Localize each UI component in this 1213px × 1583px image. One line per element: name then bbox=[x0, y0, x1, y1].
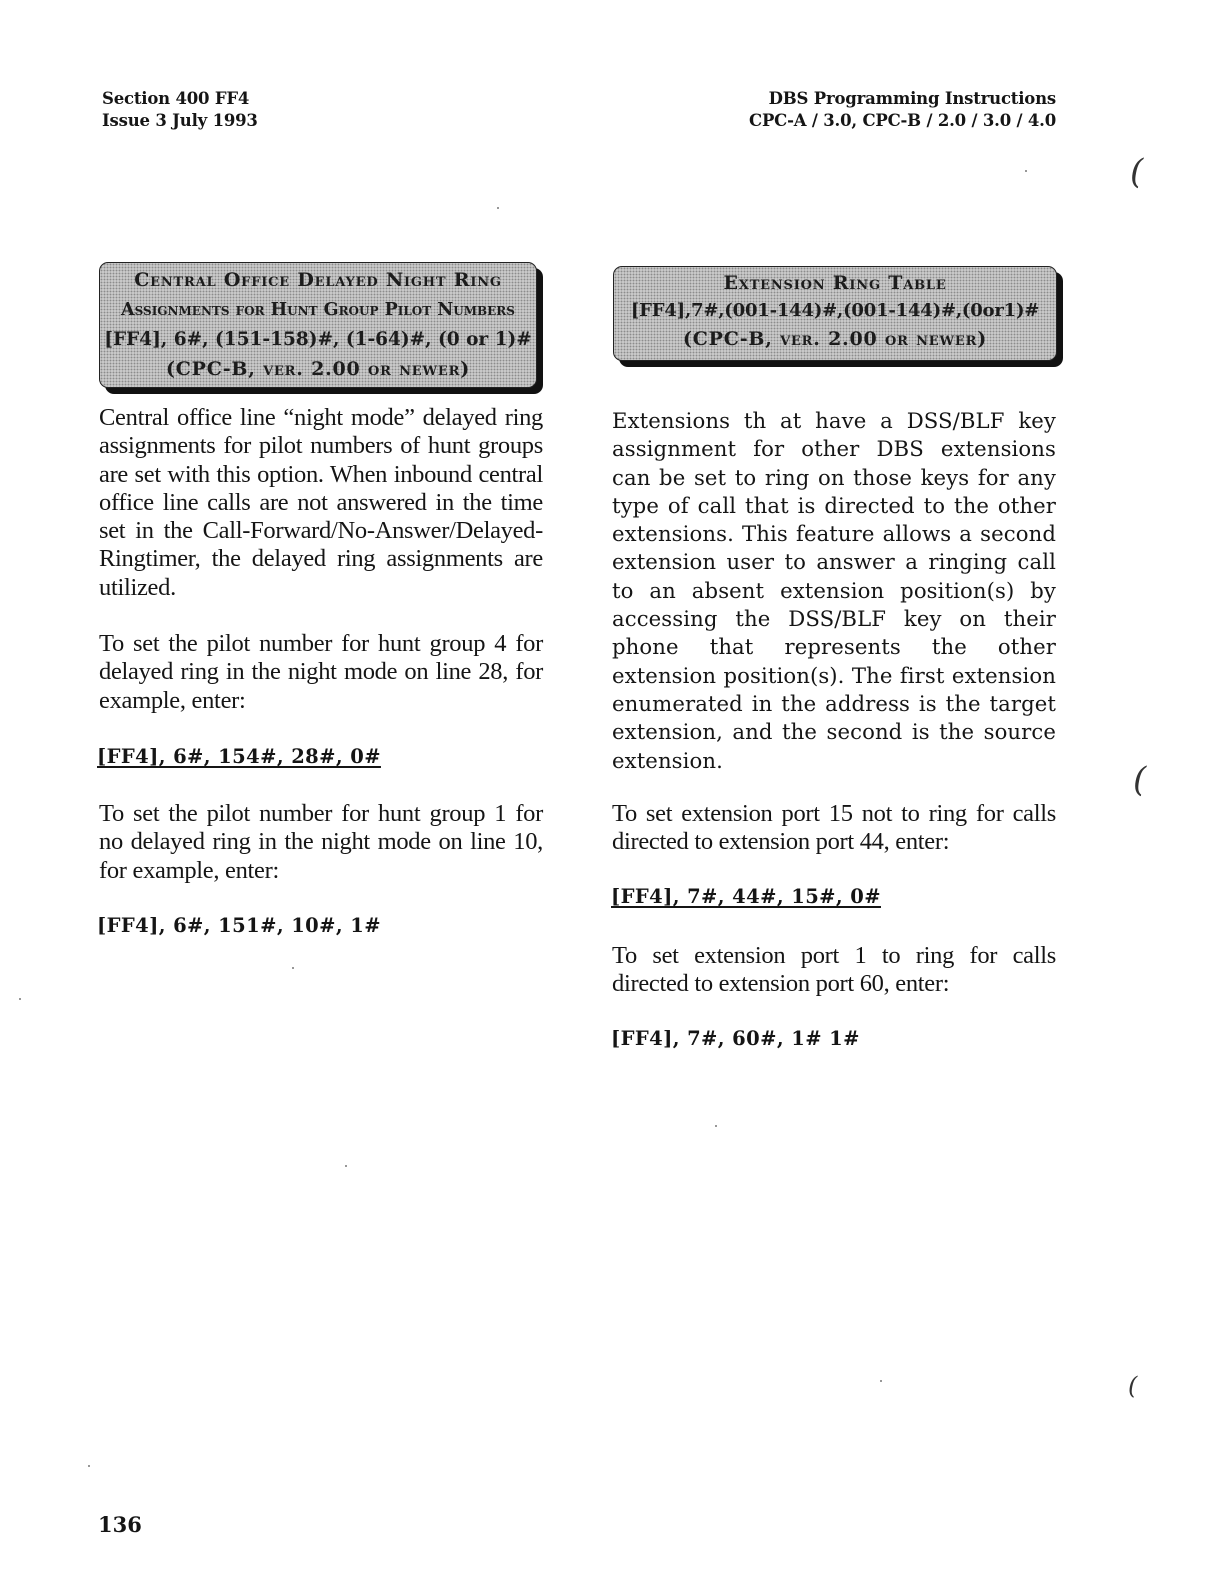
right-box-title: Extension Ring Table bbox=[723, 272, 947, 294]
scan-speck bbox=[292, 967, 294, 969]
left-box-command: [FF4], 6#, (151-158)#, (1-64)#, (0 or 1)# bbox=[104, 329, 532, 350]
left-paragraph-3: To set the pilot number for hunt group 1 for no delayed ring in the night mode on line 10, for example, enter: bbox=[99, 800, 543, 884]
left-paragraph-2: To set the pilot number for hunt group 4 for delayed ring in the night mode on line 28, for example, enter: bbox=[99, 630, 543, 714]
margin-mark-bottom: ( bbox=[1128, 1372, 1138, 1400]
left-heading-box bbox=[99, 262, 537, 388]
right-paragraph-1-block bbox=[612, 407, 1056, 775]
left-command-1: [FF4], 6#, 154#, 28#, 0# bbox=[97, 745, 381, 768]
left-paragraph-1-block bbox=[99, 404, 543, 602]
scan-speck bbox=[345, 1165, 347, 1167]
document-title: DBS Programming Instructions bbox=[768, 89, 1056, 108]
right-paragraph-2-block bbox=[612, 800, 1056, 857]
header-left bbox=[102, 88, 258, 132]
scan-speck bbox=[1025, 170, 1027, 172]
right-paragraph-1: Extensions th at have a DSS/BLF key assignment for other DBS extensions can be set to ring on those keys for any type of call that is directed to the other extensions. This feature allows a second extension user to answer a ringing call to an absent extension position(s) by accessing the DSS/BLF key on their phone that represents the other extension position(s). The first extension enumerated in the address is the target extension, and the second is the source extension. bbox=[612, 408, 1056, 773]
right-paragraph-2: To set extension port 15 not to ring for calls directed to extension port 44, enter: bbox=[612, 800, 1056, 856]
left-paragraph-2-block bbox=[99, 630, 543, 715]
left-box-version: (CPC-B, ver. 2.00 or newer) bbox=[165, 357, 471, 380]
page-number: 136 bbox=[98, 1512, 142, 1537]
section-label: Section 400 FF4 bbox=[102, 89, 250, 108]
scan-speck bbox=[880, 1380, 882, 1382]
left-paragraph-1: Central office line “night mode” delayed ring assignments for pilot numbers of hunt groups are set with this option. When inbound central office line calls are not answered in the time set in the Call-Forward/No-Answer/Delayed-Ringtimer, the delayed ring assignments are utilized. bbox=[99, 404, 543, 601]
left-paragraph-3-block bbox=[99, 800, 543, 885]
right-heading-box bbox=[613, 266, 1057, 361]
left-command-2: [FF4], 6#, 151#, 10#, 1# bbox=[97, 914, 381, 937]
right-command-1: [FF4], 7#, 44#, 15#, 0# bbox=[611, 885, 881, 908]
issue-label: Issue 3 July 1993 bbox=[102, 111, 258, 130]
header-right bbox=[560, 88, 1056, 132]
left-box-subtitle: Assignments for Hunt Group Pilot Numbers bbox=[121, 299, 515, 320]
left-box-title: Central Office Delayed Night Ring bbox=[134, 269, 502, 291]
scan-speck bbox=[19, 998, 21, 1000]
scan-speck bbox=[497, 207, 499, 209]
scan-speck bbox=[88, 1465, 90, 1467]
right-box-version: (CPC-B, ver. 2.00 or newer) bbox=[682, 328, 988, 350]
scan-speck bbox=[715, 1125, 717, 1127]
margin-mark-top: ( bbox=[1130, 152, 1144, 192]
right-paragraph-3-block bbox=[612, 942, 1056, 999]
right-command-2: [FF4], 7#, 60#, 1# 1# bbox=[611, 1027, 860, 1050]
margin-mark-middle: ( bbox=[1133, 760, 1147, 800]
version-label: CPC-A / 3.0, CPC-B / 2.0 / 3.0 / 4.0 bbox=[749, 111, 1056, 130]
right-paragraph-3: To set extension port 1 to ring for calls directed to extension port 60, enter: bbox=[612, 942, 1056, 998]
right-box-command: [FF4],7#,(001-144)#,(001-144)#,(0or1)# bbox=[630, 300, 1040, 321]
